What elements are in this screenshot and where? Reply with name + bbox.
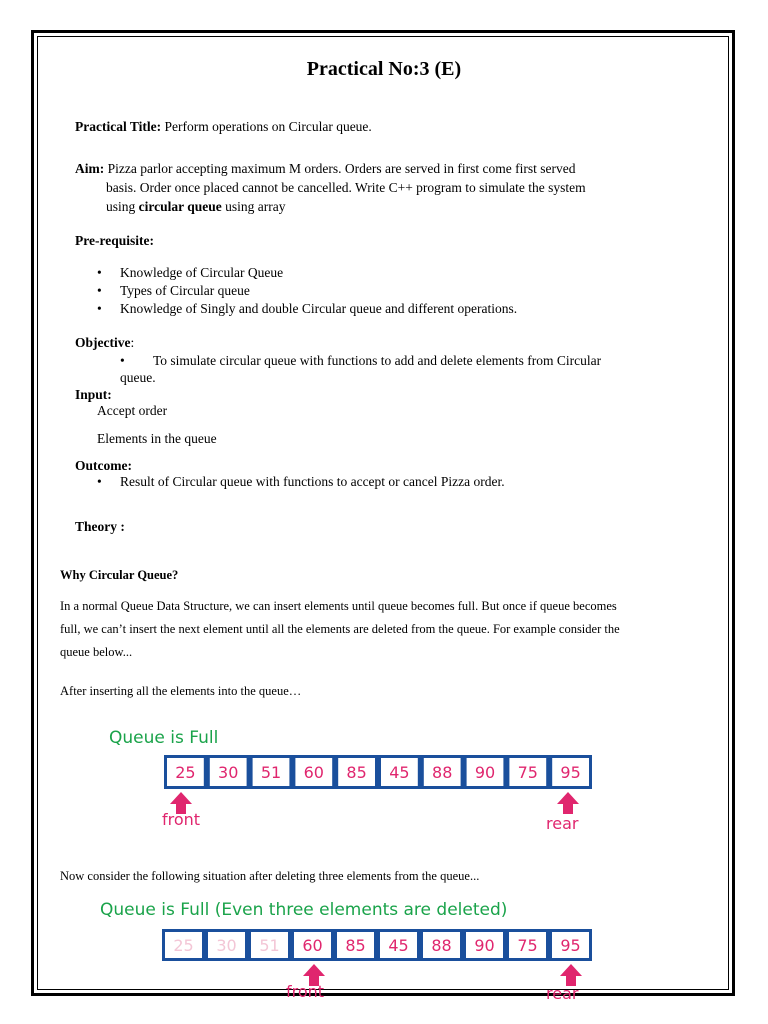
bullet-icon: • [120, 353, 125, 368]
rear-arrow-icon [557, 792, 579, 814]
queue-cell-value: 45 [389, 763, 410, 782]
aim-text-3a: using [106, 199, 139, 214]
aim-text-3c: using array [221, 199, 286, 214]
outcome-item: Result of Circular queue with functions to accept or cancel Pizza order. [120, 474, 505, 489]
queue-cell-value: 75 [517, 763, 538, 782]
queue-cell-value: 90 [474, 763, 496, 782]
practical-title-line [75, 119, 372, 135]
objective-colon: : [130, 335, 135, 350]
page-title: Practical No:3 (E) [306, 58, 462, 80]
bullet-icon: • [97, 265, 102, 280]
queue-cell-value: 30 [216, 936, 237, 955]
front-label: front [162, 810, 201, 829]
aim-text-3b: circular queue [138, 199, 222, 214]
queue-cell-value: 60 [302, 936, 323, 955]
rear-label: rear [546, 984, 579, 1003]
why-heading: Why Circular Queue? [60, 568, 179, 582]
why-para-3: queue below... [60, 645, 133, 659]
diagram-title: Queue is Full [109, 728, 219, 748]
queue-cell-value: 51 [260, 763, 282, 782]
queue-cell-value: 85 [345, 936, 366, 955]
aim-line-1 [75, 161, 575, 177]
input-label: Input: [75, 387, 112, 402]
outcome-label: Outcome: [75, 458, 132, 473]
practical-title-text: Perform operations on Circular queue. [161, 119, 372, 134]
queue-cell-value: 25 [175, 763, 196, 782]
prerequisite-item: Knowledge of Singly and double Circular queue and different operations. [120, 301, 518, 316]
aim-line-2: basis. Order once placed cannot be cancelled. Write C++ program to simulate the system [106, 180, 586, 195]
why-para-1: In a normal Queue Data Structure, we can insert elements until queue becomes full. But once if queue becomes [60, 599, 617, 613]
queue-cell-value: 88 [431, 936, 452, 955]
prerequisite-item: Knowledge of Circular Queue [120, 265, 284, 280]
queue-cell-value: 95 [560, 763, 581, 782]
queue-cell-value: 90 [474, 936, 495, 955]
objective-text-2: queue. [120, 370, 156, 385]
queue-deleted-diagram [100, 893, 630, 1003]
queue-cell-value: 30 [218, 763, 239, 782]
practical-title-label: Practical Title: [75, 119, 162, 134]
queue-cell-value: 25 [173, 936, 194, 955]
prerequisite-item: Types of Circular queue [120, 283, 250, 298]
rear-arrow-icon [560, 964, 582, 986]
objective-label: Objective [75, 335, 131, 350]
theory-label: Theory : [75, 519, 125, 534]
bullet-icon: • [97, 301, 102, 316]
objective-heading [75, 335, 134, 351]
front-label: front [286, 982, 325, 1001]
queue-cell-value: 45 [388, 936, 409, 955]
aim-label: Aim: [75, 161, 105, 176]
queue-cell-value: 88 [432, 763, 453, 782]
queue-cell-value: 51 [259, 936, 280, 955]
rear-label: rear [546, 814, 579, 833]
bullet-icon: • [97, 283, 102, 298]
now-consider-text: Now consider the following situation after deleting three elements from the queue... [60, 869, 480, 883]
after-inserting-text: After inserting all the elements into the queue… [60, 684, 302, 698]
queue-cell-value: 75 [517, 936, 538, 955]
aim-text-1: Pizza parlor accepting maximum M orders. Orders are served in first come first served [104, 161, 576, 176]
queue-full-diagram [100, 722, 600, 834]
aim-line-3 [106, 199, 286, 215]
queue-cell-value: 95 [560, 936, 581, 955]
bullet-icon: • [97, 474, 102, 489]
diagram-title: Queue is Full (Even three elements are deleted) [100, 900, 508, 920]
prerequisite-label: Pre-requisite: [75, 233, 154, 248]
queue-cell-value: 85 [346, 763, 367, 782]
queue-cell-value: 60 [303, 763, 324, 782]
why-para-2: full, we can’t insert the next element until all the elements are deleted from the queue. For example consider the [60, 622, 620, 636]
objective-text-1: To simulate circular queue with functions to add and delete elements from Circular [153, 353, 602, 368]
input-text-1: Accept order [97, 403, 168, 418]
input-text-2: Elements in the queue [97, 431, 217, 446]
